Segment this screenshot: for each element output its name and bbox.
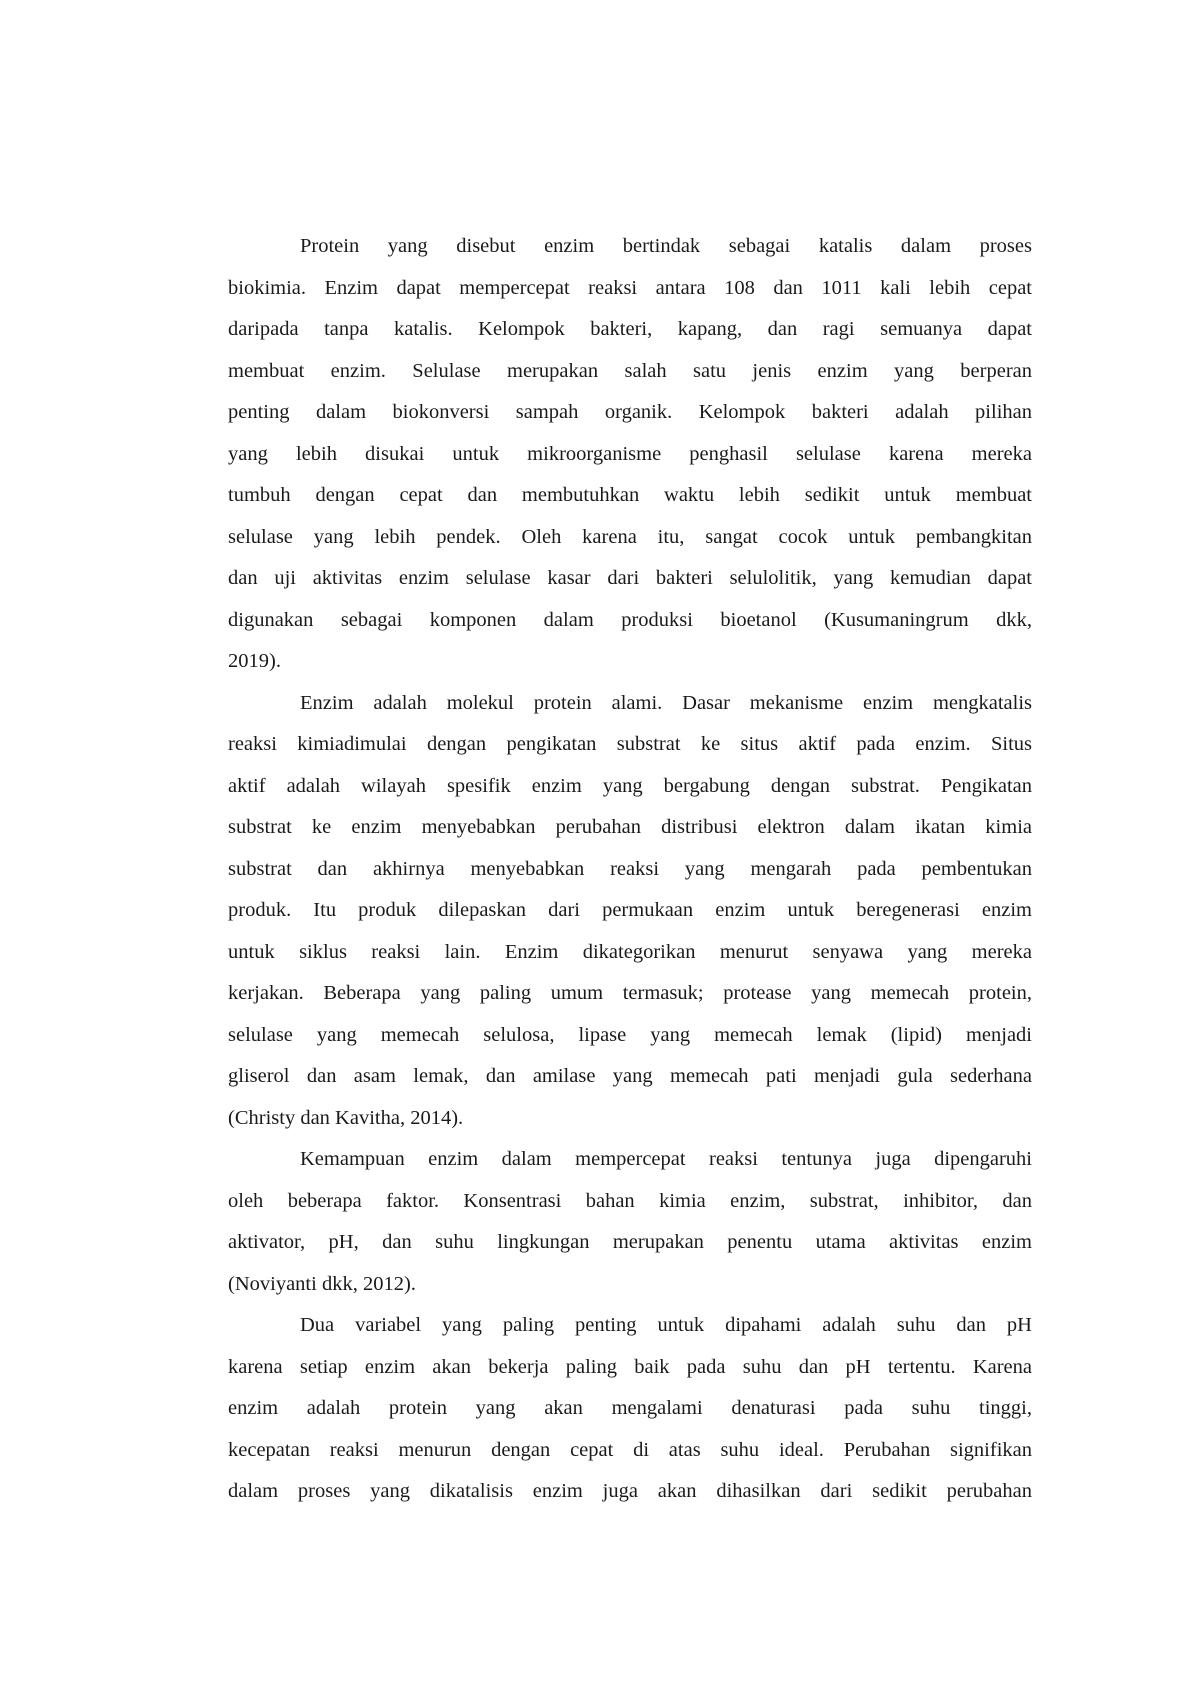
paragraph-1 (228, 226, 1032, 683)
text-line: selulase yang memecah selulosa, lipase yang memecah lemak (lipid) menjadi (228, 1023, 1032, 1046)
text-line: Protein yang disebut enzim bertindak sebagai katalis dalam proses (300, 235, 1032, 257)
text-line: kecepatan reaksi menurun dengan cepat di atas suhu ideal. Perubahan signifikan (228, 1438, 1032, 1461)
text-line: yang lebih disukai untuk mikroorganisme penghasil selulase karena mereka (228, 442, 1032, 465)
text-line: karena setiap enzim akan bekerja paling baik pada suhu dan pH tertentu. Karena (228, 1355, 1032, 1378)
text-line: enzim adalah protein yang akan mengalami denaturasi pada suhu tinggi, (228, 1397, 1032, 1419)
text-line: (Christy dan Kavitha, 2014). (228, 1106, 464, 1129)
text-line: reaksi kimiadimulai dengan pengikatan substrat ke situs aktif pada enzim. Situs (228, 733, 1032, 755)
paragraph-3 (228, 1139, 1032, 1305)
text-line: membuat enzim. Selulase merupakan salah satu jenis enzim yang berperan (228, 359, 1032, 382)
text-line: untuk siklus reaksi lain. Enzim dikategorikan menurut senyawa yang mereka (228, 940, 1032, 963)
paragraph-4 (228, 1305, 1032, 1513)
text-line: aktivator, pH, dan suhu lingkungan merupakan penentu utama aktivitas enzim (228, 1231, 1032, 1253)
body-text (228, 226, 1032, 1513)
text-line: kerjakan. Beberapa yang paling umum termasuk; protease yang memecah protein, (228, 982, 1032, 1004)
text-line: 2019). (228, 650, 281, 672)
paragraph-2 (228, 683, 1032, 1140)
text-line: dan uji aktivitas enzim selulase kasar dari bakteri selulolitik, yang kemudian dapat (228, 567, 1032, 589)
text-line: aktif adalah wilayah spesifik enzim yang bergabung dengan substrat. Pengikatan (228, 774, 1032, 797)
text-line: daripada tanpa katalis. Kelompok bakteri, kapang, dan ragi semuanya dapat (228, 318, 1032, 340)
text-line: substrat ke enzim menyebabkan perubahan distribusi elektron dalam ikatan kimia (228, 816, 1032, 838)
text-line: dalam proses yang dikatalisis enzim juga akan dihasilkan dari sedikit perubahan (228, 1480, 1032, 1502)
text-line: produk. Itu produk dilepaskan dari permukaan enzim untuk beregenerasi enzim (228, 899, 1032, 921)
text-line: penting dalam biokonversi sampah organik. Kelompok bakteri adalah pilihan (228, 401, 1032, 423)
text-line: (Noviyanti dkk, 2012). (228, 1272, 416, 1295)
text-line: tumbuh dengan cepat dan membutuhkan waktu lebih sedikit untuk membuat (228, 484, 1032, 506)
text-line: gliserol dan asam lemak, dan amilase yang memecah pati menjadi gula sederhana (228, 1065, 1032, 1087)
text-line: biokimia. Enzim dapat mempercepat reaksi antara 108 dan 1011 kali lebih cepat (228, 276, 1032, 299)
text-line: Kemampuan enzim dalam mempercepat reaksi tentunya juga dipengaruhi (300, 1148, 1032, 1170)
text-line: Dua variabel yang paling penting untuk dipahami adalah suhu dan pH (300, 1314, 1032, 1336)
text-line: oleh beberapa faktor. Konsentrasi bahan kimia enzim, substrat, inhibitor, dan (228, 1189, 1032, 1212)
text-line: digunakan sebagai komponen dalam produksi bioetanol (Kusumaningrum dkk, (228, 608, 1032, 631)
text-line: substrat dan akhirnya menyebabkan reaksi yang mengarah pada pembentukan (228, 857, 1032, 880)
text-line: selulase yang lebih pendek. Oleh karena itu, sangat cocok untuk pembangkitan (228, 525, 1032, 548)
text-line: Enzim adalah molekul protein alami. Dasar mekanisme enzim mengkatalis (300, 691, 1032, 714)
